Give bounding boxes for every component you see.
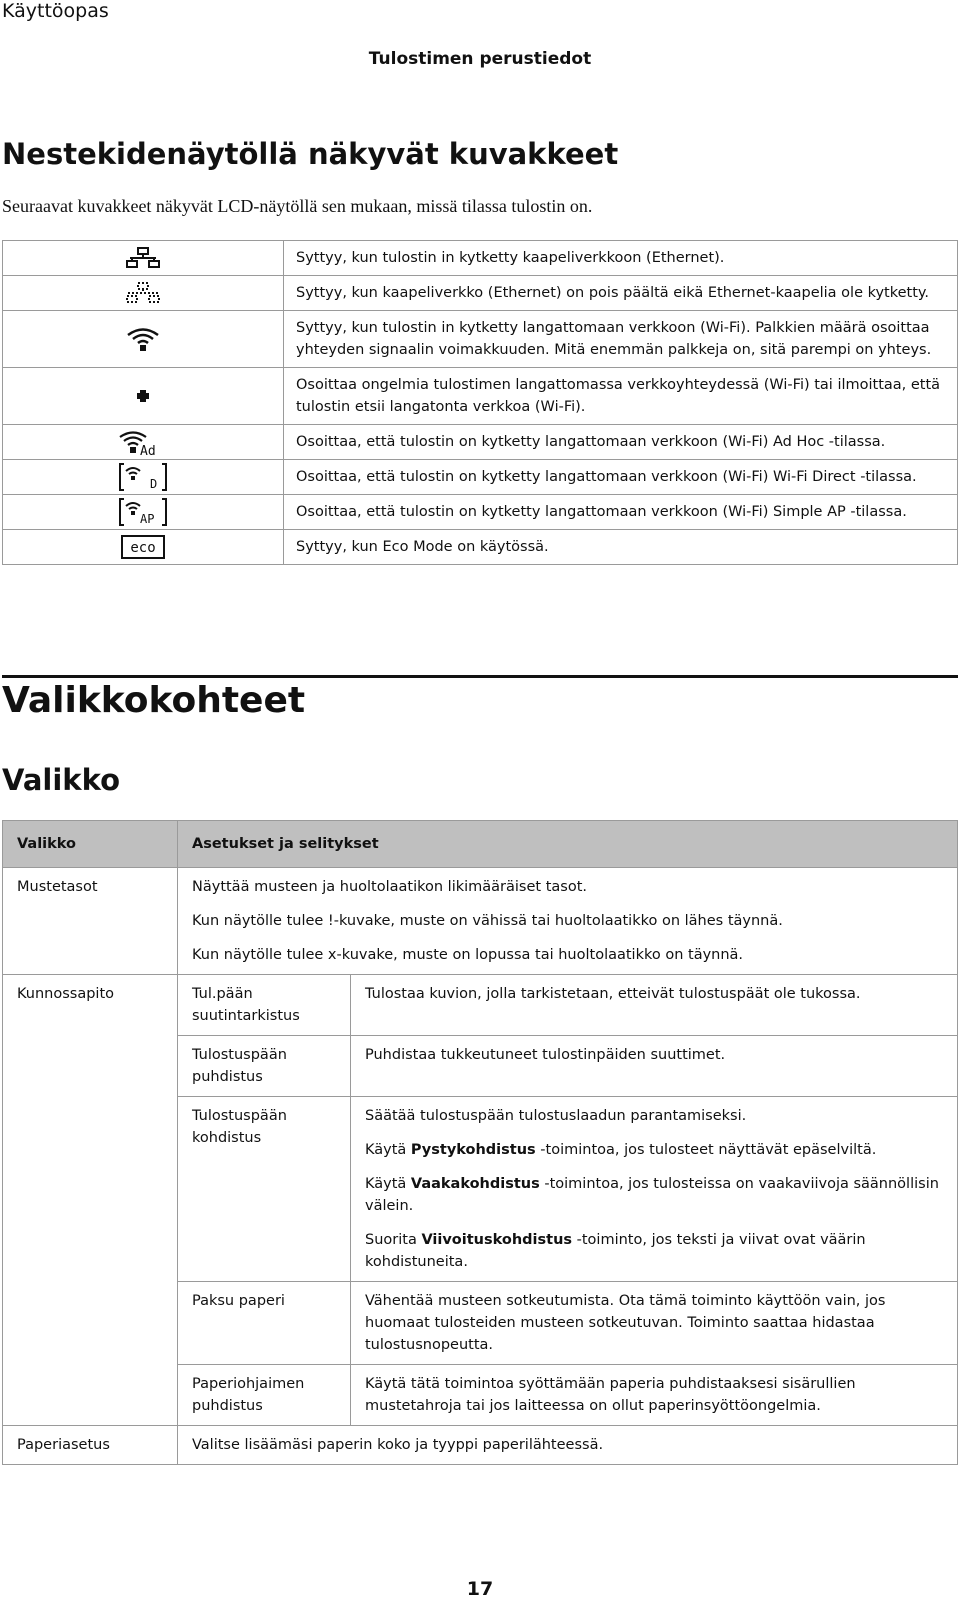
icon-description: Osoittaa, että tulostin on kytketty langattomaan verkkoon (Wi-Fi) Simple AP -tilassa. [284,495,958,530]
option-name: Vaakakohdistus [410,1176,540,1192]
submenu-name: Tulostuspään kohdistus [178,1097,351,1282]
option-name: Pystykohdistus [410,1142,536,1158]
icons-heading: Nestekidenäytöllä näkyvät kuvakkeet [2,137,619,171]
icon-description: Osoittaa, että tulostin on kytketty langattomaan verkkoon (Wi-Fi) Wi-Fi Direct -tilassa. [284,460,958,495]
svg-text:AP: AP [140,512,155,526]
section-running-head: Tulostimen perustiedot [368,49,592,69]
menu-name: Paperiasetus [3,1426,178,1465]
document-title: Käyttöopas [2,0,109,22]
submenu-name: Tulostuspään puhdistus [178,1036,351,1097]
table-row [3,241,958,276]
table-row [3,460,958,495]
icon-cell [3,495,284,530]
icon-table [2,240,958,565]
icon-cell [3,276,284,311]
menu-subheading: Valikko [2,763,121,797]
svg-text:Ad: Ad [140,444,156,456]
description-line: Suorita Viivoituskohdistus -toiminto, jos teksti ja viivat ovat väärin kohdistuneita. [365,1232,866,1270]
submenu-description: Tulostaa kuvion, jolla tarkistetaan, etteivät tulostuspäät ole tukossa. [351,975,958,1036]
menu-name: Mustetasot [3,868,178,975]
table-row [3,311,958,368]
description-line: Käytä Pystykohdistus -toimintoa, jos tulosteet näyttävät epäselviltä. [365,1142,877,1158]
submenu-description [351,1097,958,1282]
description-line: Kun näytölle tulee !-kuvake, muste on vähissä tai huoltolaatikko on lähes täynnä. [192,913,783,929]
icon-description: Syttyy, kun tulostin in kytketty langattomaan verkkoon (Wi-Fi). Palkkien määrä osoittaa yhteyden signaalin voimakkuuden. Mitä enemmän palkkeja on, sitä parempi on yhteys. [284,311,958,368]
option-name: Viivoituskohdistus [421,1232,573,1248]
icon-description: Osoittaa, että tulostin on kytketty langattomaan verkkoon (Wi-Fi) Ad Hoc -tilassa. [284,425,958,460]
submenu-description: Vähentää musteen sotkeutumista. Ota tämä toiminto käyttöön vain, jos huomaat tulosteiden musteen sotkeutuvan. Toiminto saattaa hidastaa tulostusnopeutta. [351,1282,958,1365]
ethernet-connected-icon [126,247,160,269]
ethernet-disconnected-icon [126,282,160,304]
table-row [3,425,958,460]
icon-description: Syttyy, kun tulostin in kytketty kaapeliverkkoon (Ethernet). [284,241,958,276]
wifi-signal-icon [125,326,161,352]
table-row [3,368,958,425]
svg-text:eco: eco [130,540,156,556]
menu-name: Kunnossapito [3,975,178,1426]
wifi-adhoc-icon [118,428,168,456]
icon-cell [3,460,284,495]
column-header-settings: Asetukset ja selitykset [178,821,958,868]
svg-text:D: D [150,477,158,491]
icon-cell [3,241,284,276]
icons-intro: Seuraavat kuvakkeet näkyvät LCD-näytöllä sen mukaan, missä tilassa tulostin on. [2,196,593,216]
table-row [3,495,958,530]
menu-items-heading: Valikkokohteet [2,680,306,721]
wifi-direct-icon [118,462,168,492]
submenu-name: Paksu paperi [178,1282,351,1365]
description-line: Kun näytölle tulee x-kuvake, muste on lopussa tai huoltolaatikko on täynnä. [192,947,744,963]
description-line: Näyttää musteen ja huoltolaatikon likimääräiset tasot. [192,879,587,895]
submenu-name: Paperiohjaimen puhdistus [178,1365,351,1426]
menu-table [2,820,958,1465]
icon-description: Syttyy, kun kaapeliverkko (Ethernet) on pois päältä eikä Ethernet-kaapelia ole kytketty. [284,276,958,311]
page-number: 17 [466,1578,494,1600]
description-line: Säätää tulostuspään tulostuslaadun parantamiseksi. [365,1108,747,1124]
icon-cell [3,425,284,460]
menu-description: Valitse lisäämäsi paperin koko ja tyyppi paperilähteessä. [178,1426,958,1465]
table-row [3,276,958,311]
submenu-description: Käytä tätä toimintoa syöttämään paperia puhdistaaksesi sisärullien mustetahroja tai jos laitteessa on ollut paperinsyöttöongelmia. [351,1365,958,1426]
icon-cell [3,311,284,368]
eco-mode-icon [121,535,165,559]
column-header-menu: Valikko [3,821,178,868]
table-row [3,975,958,1036]
table-row [3,1426,958,1465]
table-header-row [3,821,958,868]
icon-cell [3,368,284,425]
icon-cell [3,530,284,565]
icon-description: Syttyy, kun Eco Mode on käytössä. [284,530,958,565]
table-row [3,530,958,565]
menu-description [178,868,958,975]
submenu-description: Puhdistaa tukkeutuneet tulostinpäiden suuttimet. [351,1036,958,1097]
wifi-searching-icon [135,388,151,404]
section-divider [2,675,958,678]
icon-description: Osoittaa ongelmia tulostimen langattomassa verkkoyhteydessä (Wi-Fi) tai ilmoittaa, että tulostin etsii langatonta verkkoa (Wi-Fi). [284,368,958,425]
description-line: Käytä Vaakakohdistus -toimintoa, jos tulosteissa on vaakaviivoja säännöllisin välein. [365,1176,939,1214]
submenu-name: Tul.pään suutintarkistus [178,975,351,1036]
wifi-simple-ap-icon [118,497,168,527]
table-row [3,868,958,975]
